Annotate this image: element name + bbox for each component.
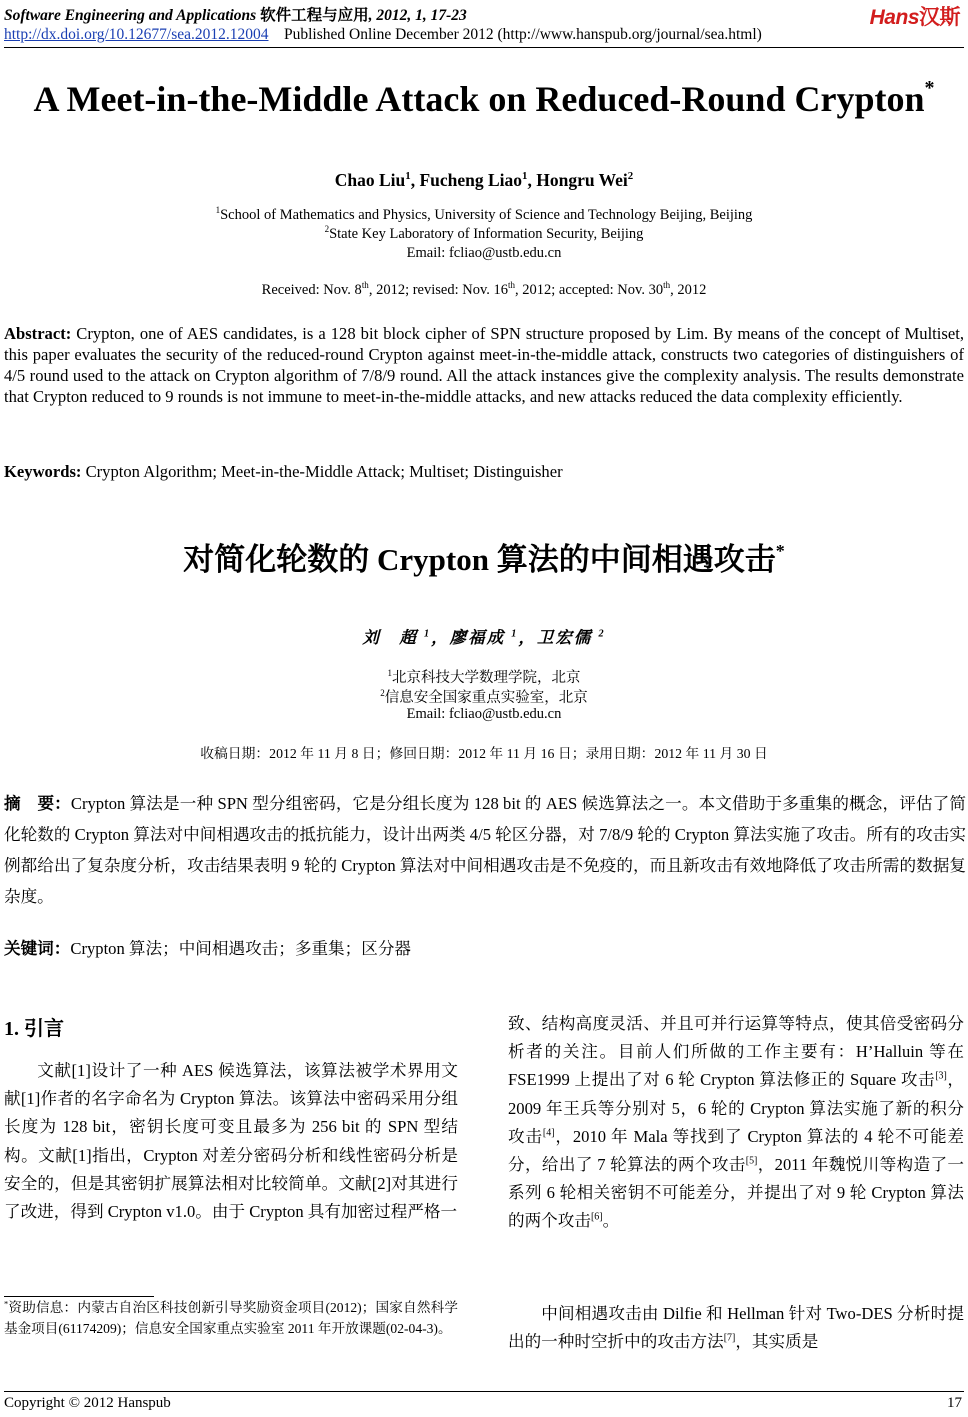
logo-cn: 汉斯 bbox=[919, 6, 960, 29]
keywords-cn bbox=[4, 933, 966, 964]
citation[interactable]: [6] bbox=[590, 1211, 603, 1223]
paper-title-cn bbox=[0, 534, 968, 579]
author-list-cn bbox=[0, 624, 968, 648]
para-text: 。 bbox=[602, 1211, 620, 1231]
journal-name: Software Engineering and Applications bbox=[4, 7, 257, 24]
affiliation-line bbox=[0, 207, 968, 224]
para-text: ，2010 年 Mala 等找到了 Crypton 算法的 4 轮不可能差分，给出了 7 轮算法的两个攻击 bbox=[508, 1126, 964, 1175]
aff-number: 2 bbox=[324, 224, 330, 235]
logo-en: Hans bbox=[869, 6, 919, 29]
author-aff: 2 bbox=[627, 170, 634, 183]
keywords-text: Crypton Algorithm; Meet-in-the-Middle Attack; Multiset; Distinguisher bbox=[81, 462, 563, 481]
journal-name-cn: 软件工程与应用 bbox=[260, 7, 369, 24]
aff-number: 1 bbox=[215, 205, 221, 216]
author-name: Hongru Wei bbox=[536, 170, 628, 190]
keywords-label: Keywords: bbox=[4, 462, 82, 481]
footer-divider bbox=[4, 1391, 964, 1392]
citation[interactable]: [7] bbox=[723, 1332, 736, 1344]
abstract-en bbox=[4, 323, 964, 407]
author-aff-cn: 1 bbox=[424, 628, 432, 640]
affiliation-line bbox=[0, 226, 968, 243]
ordinal-suffix: th bbox=[663, 280, 671, 291]
abstract-label: Abstract: bbox=[4, 324, 72, 343]
keywords-en bbox=[4, 461, 964, 482]
email-line-cn: Email: fcliao@ustb.edu.cn bbox=[406, 706, 562, 722]
author-aff: 1 bbox=[405, 170, 411, 183]
paper-title-cn-text: 对简化轮数的 Crypton 算法的中间相遇攻击 bbox=[183, 542, 776, 577]
dates-year: , 2012 bbox=[670, 282, 707, 298]
aff-text-cn: 北京科技大学数理学院，北京 bbox=[392, 670, 581, 686]
right-column-paragraph bbox=[508, 1010, 964, 1236]
title-footnote-mark: * bbox=[924, 77, 935, 99]
author-aff: 1 bbox=[522, 170, 528, 183]
aff-text: State Key Laboratory of Information Security, Beijing bbox=[329, 226, 644, 242]
page-number: 17 bbox=[947, 1395, 962, 1411]
citation[interactable]: [4] bbox=[542, 1127, 555, 1139]
accepted-date: , 2012; accepted: Nov. 30 bbox=[515, 282, 664, 298]
author-name: Chao Liu bbox=[334, 170, 406, 190]
abstract-cn bbox=[4, 788, 966, 912]
author-name-cn: 卫宏儒 bbox=[536, 628, 593, 647]
paper-title bbox=[0, 78, 968, 120]
email-line: Email: fcliao@ustb.edu.cn bbox=[406, 245, 562, 261]
hans-logo bbox=[870, 1, 960, 31]
ordinal-suffix: th bbox=[361, 280, 369, 291]
aff-text: School of Mathematics and Physics, University of Science and Technology Beijing, Beijing bbox=[220, 207, 753, 223]
author-name-cn: 廖福成 bbox=[449, 628, 506, 647]
revised-date: , 2012; revised: Nov. 16 bbox=[368, 282, 509, 298]
doi-line bbox=[4, 26, 762, 44]
keywords-text-cn: Crypton 算法；中间相遇攻击；多重集；区分器 bbox=[70, 939, 412, 958]
abstract-label-cn: 摘 要： bbox=[4, 794, 71, 813]
paper-title-text: A Meet-in-the-Middle Attack on Reduced-Round Crypton bbox=[33, 79, 925, 119]
aff-number-cn: 2 bbox=[380, 688, 385, 699]
author-separator: ， bbox=[518, 628, 537, 647]
footnote bbox=[4, 1297, 458, 1339]
copyright: Copyright © 2012 Hanspub bbox=[4, 1395, 171, 1411]
journal-header bbox=[4, 3, 467, 25]
author-separator: ， bbox=[431, 628, 450, 647]
author-aff-cn: 1 bbox=[511, 628, 519, 640]
abstract-text-cn: Crypton 算法是一种 SPN 型分组密码，它是分组长度为 128 bit 的 AES 候选算法之一。本文借助于多重集的概念，评估了简化轮数的 Crypton 算法对中间相遇攻击的抵抗能力，设计出两类 4/5 轮区分器，对 7/8/9 轮的 Crypton 算法实施了攻击。所有的攻击实例都给出了复杂度分析，攻击结果表明 9 轮的 Crypton 算法对中间相遇攻击是不免疫的，而且新攻击有效地降低了攻击所需的数据复杂度。 bbox=[4, 794, 967, 906]
dates-line-cn: 收稿日期：2012 年 11 月 8 日；修回日期：2012 年 11 月 16 日；录用日期：2012 年 11 月 30 日 bbox=[200, 746, 768, 761]
right-column-paragraph bbox=[508, 1300, 964, 1356]
citation[interactable]: [3] bbox=[935, 1070, 947, 1082]
affiliation-line-cn bbox=[0, 666, 968, 687]
author-list: Chao Liu$^1$, Fucheng Liao$^1$, Hongru Wei$^2$ bbox=[334, 170, 634, 190]
para-text: ，2009 年王兵等分别对 5，6 轮的 Crypton 算法实施了新的积分攻击 bbox=[508, 1070, 965, 1146]
para-text: 致、结构高度灵活、并且可并行运算等特点，使其倍受密码分析者的关注。目前人们所做的工作主要有：H’Halluin 等在 FSE1999 上提出了对 6 轮 Crypton 算法修正的 Square 攻击 bbox=[508, 1014, 964, 1090]
footnote-text: 资助信息：内蒙古自治区科技创新引导奖励资金项目(2012)；国家自然科学基金项目(61174209)；信息安全国家重点实验室 2011 年开放课题(02-04-3)。 bbox=[4, 1300, 458, 1336]
para-text: ，其实质是 bbox=[735, 1332, 819, 1352]
author-name: Fucheng Liao bbox=[419, 170, 523, 190]
doi-link[interactable]: http://dx.doi.org/10.12677/sea.2012.12004 bbox=[4, 26, 269, 43]
para-text: ，2011 年魏悦川等构造了一系列 6 轮相关密钥不可能差分，并提出了对 9 轮 Crypton 算法的两个攻击 bbox=[508, 1155, 964, 1231]
received-date: Received: Nov. 8 bbox=[261, 282, 362, 298]
aff-number-cn: 1 bbox=[387, 668, 392, 679]
dates-line bbox=[0, 282, 968, 299]
citation[interactable]: [5] bbox=[745, 1155, 758, 1167]
abstract-text: Crypton, one of AES candidates, is a 128 bit block cipher of SPN structure proposed by Lim. By means of the concept of Multiset, this paper evaluates the security of the reduced-round Crypton against meet-in-the-middle attack, constructs two categories of distinguishers of 4/5 round used to the attack on Crypton algorithm of 7/8/9 round. All the attack instances give the complexity analysis. The results demonstrate that Crypton reduced to 9 rounds is not immune to meet-in-the-middle attacks, and new attacks reduced the data complexity efficiently. bbox=[4, 324, 964, 406]
author-name-cn: 刘 超 bbox=[362, 628, 418, 647]
title-cn-footnote-mark: * bbox=[775, 540, 785, 561]
author-aff-cn: 2 bbox=[598, 628, 606, 640]
ordinal-suffix: th bbox=[508, 280, 516, 291]
header-divider bbox=[4, 47, 964, 48]
left-column-paragraph: 文献[1]设计了一种 AES 候选算法，该算法被学术界用文献[1]作者的名字命名为 Crypton 算法。该算法中密码采用分组长度为 128 bit，密钥长度可变且最多为 256 bit 的 SPN 型结构。文献[1]指出，Crypton 对差分密码分析和线性密码分析是安全的，但是其密钥扩展算法相对比较简单。文献[2]对其进行了改进，得到 Crypton v1.0。由于 Crypton 具有加密过程严格一 bbox=[4, 1061, 458, 1222]
keywords-label-cn: 关键词： bbox=[4, 939, 71, 958]
journal-volume: , 2012, 1, 17-23 bbox=[368, 7, 467, 24]
affiliation-line-cn bbox=[0, 686, 968, 707]
footnote-mark: * bbox=[4, 1298, 9, 1309]
para-text: 中间相遇攻击由 Dilfie 和 Hellman 针对 Two-DES 分析时提出的一种时空折中的攻击方法 bbox=[508, 1304, 964, 1352]
aff-text-cn: 信息安全国家重点实验室，北京 bbox=[384, 690, 588, 706]
section-heading: 1. 引言 bbox=[4, 1018, 64, 1040]
published-info: Published Online December 2012 (http://www.hanspub.org/journal/sea.html) bbox=[284, 26, 762, 43]
